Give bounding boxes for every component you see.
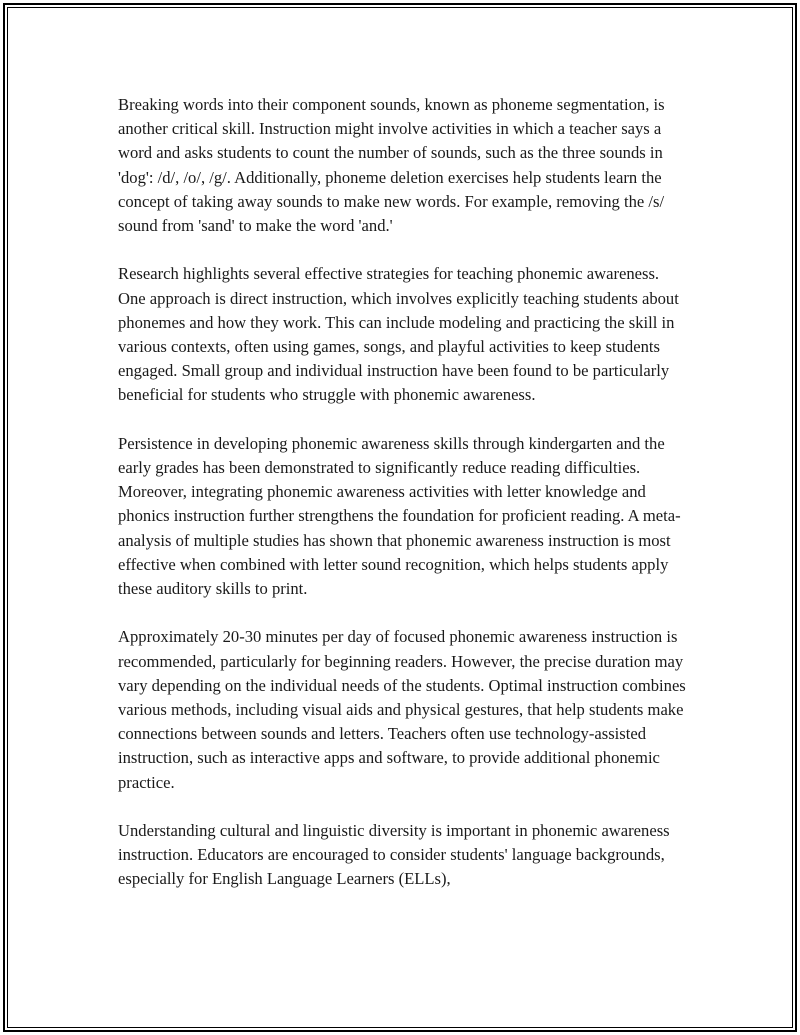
paragraph-cultural-diversity: Understanding cultural and linguistic diversity is important in phonemic awareness instruction. Educators are encouraged to consider students' language backgrounds, especially for English Language Learners (ELLs),	[118, 821, 670, 889]
paragraph-instruction-duration: Approximately 20-30 minutes per day of focused phonemic awareness instruction is recommended, particularly for beginning readers. However, the precise duration may vary depending on the individual needs of the students. Optimal instruction combines various methods, including visual aids and physical gestures, that help students make connections between sounds and letters. Teachers often use technology-assisted instruction, such as interactive apps and software, to provide additional phonemic practice.	[118, 627, 686, 792]
paragraph-teaching-strategies: Research highlights several effective strategies for teaching phonemic awareness. One approach is direct instruction, which involves explicitly teaching students about phonemes and how they work. This can include modeling and practicing the skill in various contexts, often using games, songs, and playful activities to keep students engaged. Small group and individual instruction have been found to be particularly beneficial for students who struggle with phonemic awareness.	[118, 264, 679, 405]
document-body	[118, 93, 688, 916]
paragraph-persistence: Persistence in developing phonemic awareness skills through kindergarten and the early grades has been demonstrated to significantly reduce reading difficulties. Moreover, integrating phonemic awareness activities with letter knowledge and phonics instruction further strengthens the foundation for proficient reading. A meta-analysis of multiple studies has shown that phonemic awareness instruction is most effective when combined with letter sound recognition, which helps students apply these auditory skills to print.	[118, 433, 681, 599]
paragraph-phoneme-segmentation: Breaking words into their component sounds, known as phoneme segmentation, is another critical skill. Instruction might involve activities in which a teacher says a word and asks students to count the number of sounds, such as the three sounds in 'dog': /d/, /o/, /g/. Additionally, phoneme deletion exercises help students learn the concept of taking away sounds to make new words. For example, removing the /s/ sound from 'sand' to make the word 'and.'	[118, 95, 665, 236]
